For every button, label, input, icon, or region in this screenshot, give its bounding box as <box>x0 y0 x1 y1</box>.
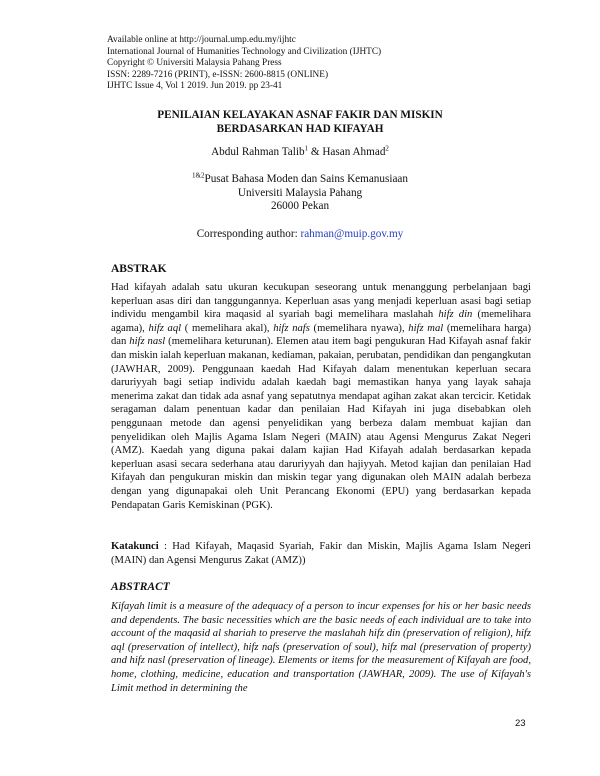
abstrak-term: hifz nasl <box>129 336 166 348</box>
abstrak-term: hifz nafs <box>273 322 310 334</box>
abstrak-text: (memelihara nyawa), <box>309 322 409 334</box>
affiliation-line-3: 26000 Pekan <box>270 200 330 213</box>
keywords <box>111 540 531 567</box>
author-list <box>0 146 600 158</box>
affiliation <box>0 173 600 214</box>
header-line-issue: IJHTC Issue 4, Vol 1 2019. Jun 2019. pp 23-41 <box>107 81 283 92</box>
abstrak-term: hifz din <box>438 309 473 321</box>
header-line-copyright: Copyright © Universiti Malaysia Pahang Press <box>107 58 282 69</box>
title-line-1: PENILAIAN KELAYAKAN ASNAF FAKIR DAN MISKIN <box>157 109 443 121</box>
abstrak-text: Had kifayah adalah satu ukuran kecukupan seseorang untuk menanggung perbelanjaan bagi keperluan asas diri dan tanggungannya. Keperluan asas yang menjadi keperluan asasi bagi setiap individu mengambil kira maqasid al syariah bagi memelihara maslahah <box>111 282 531 321</box>
page-number: 23 <box>515 718 526 729</box>
corresponding-label: Corresponding author: <box>196 228 301 240</box>
journal-header <box>107 35 381 93</box>
keywords-label: Katakunci <box>111 541 159 552</box>
abstrak-text: (memelihara harga) dan <box>111 322 531 348</box>
author-2: Hasan Ahmad <box>322 146 386 158</box>
corresponding-email-link[interactable]: rahman@muip.gov.my <box>300 228 404 240</box>
title-line-2: BERDASARKAN HAD KIFAYAH <box>216 123 384 135</box>
abstrak-text: (memelihara agama), <box>111 309 531 334</box>
keywords-text: : Had Kifayah, Maqasid Syariah, Fakir dan Miskin, Majlis Agama Islam Negeri (MAIN) dan Agensi Mengurus Zakat (AMZ)) <box>111 541 531 566</box>
author-1: Abdul Rahman Talib <box>211 146 305 158</box>
author-2-affil-mark: 2 <box>385 144 389 153</box>
abstract-heading: ABSTRACT <box>111 581 170 593</box>
paper-title <box>0 108 600 136</box>
abstrak-heading: ABSTRAK <box>111 263 167 275</box>
header-line-availability: Available online at http://journal.ump.edu.my/ijhtc <box>107 35 296 45</box>
affiliation-line-2: Universiti Malaysia Pahang <box>237 186 363 199</box>
affiliation-mark: 1&2 <box>192 171 205 180</box>
corresponding-author <box>0 228 600 240</box>
abstrak-text: (memelihara keturunan). Elemen atau item bagi pengukuran Had Kifayah asnaf fakir dan miskin ialah keperluan makanan, kediaman, pakaian, perubatan, pendidikan dan pengangkutan (JAWHAR, 2009). Penggunaan kaedah Had Kifayah dalam menentukan keperluan secara daruriyyah bagi setiap individu adalah kaedah bagi memastikan hanya yang layak sahaja menerima zakat dan tidak ada asnaf yang sepatutnya mendapat agihan zakat akan tercicir. Ketidak seragaman dalam penentuan kadar dan penilaian Had Kifayah ini juga disebabkan oleh penggunaan metode dan agensi penyelidikan yang berbeza dalam membuat kajian dan penyelidikan oleh Majlis Agama Islam Negeri (MAIN) atau Agensi Mengurus Zakat Negeri (AMZ). Kaedah yang diguna pakai dalam kajian Had Kifayah adalah berdasarkan kepada keperluan asasi secara sederhana atau daruriyyah dan hajiyyah. Metod kajian dan penilaian Had Kifayah dan pengukuran miskin dan miskin tegar yang digunakan oleh MAIN adalah berbeza dengan yang digunapakai oleh Unit Perancang Ekonomi (EPU) yang berdasarkan kepada Pendapatan Garis Kemiskinan (PGK). <box>111 336 531 511</box>
abstrak-term: hifz aql <box>148 322 182 334</box>
abstrak-term: hifz mal <box>408 322 444 334</box>
header-line-issn: ISSN: 2289-7216 (PRINT), e-ISSN: 2600-8815 (ONLINE) <box>107 69 329 80</box>
author-separator: & <box>308 146 323 158</box>
abstrak-body <box>111 281 531 512</box>
abstract-body: Kifayah limit is a measure of the adequacy of a person to incur expenses for his or her basic needs and dependents. The basic necessities which are the basic needs of each individual are to take into account of the maqasid al shariah to preserve the maslahah hifz din (preservation of religion), hifz aql (preservation of intellect), hifz nafs (preservation of soul), hifz mal (preservation of property) and hifz nasl (preservation of lineage). Elements or items for the measurement of Kifayah are food, home, clothing, medicine, education and transportation (JAWHAR, 2009). The use of Kifayah's Limit method in determining the <box>111 601 531 694</box>
abstrak-text: ( memelihara akal), <box>181 322 274 334</box>
header-line-journal: International Journal of Humanities Technology and Civilization (IJHTC) <box>107 46 382 57</box>
affiliation-line-1: Pusat Bahasa Moden dan Sains Kemanusiaan <box>204 173 408 185</box>
author-1-affil-mark: 1 <box>304 144 309 153</box>
